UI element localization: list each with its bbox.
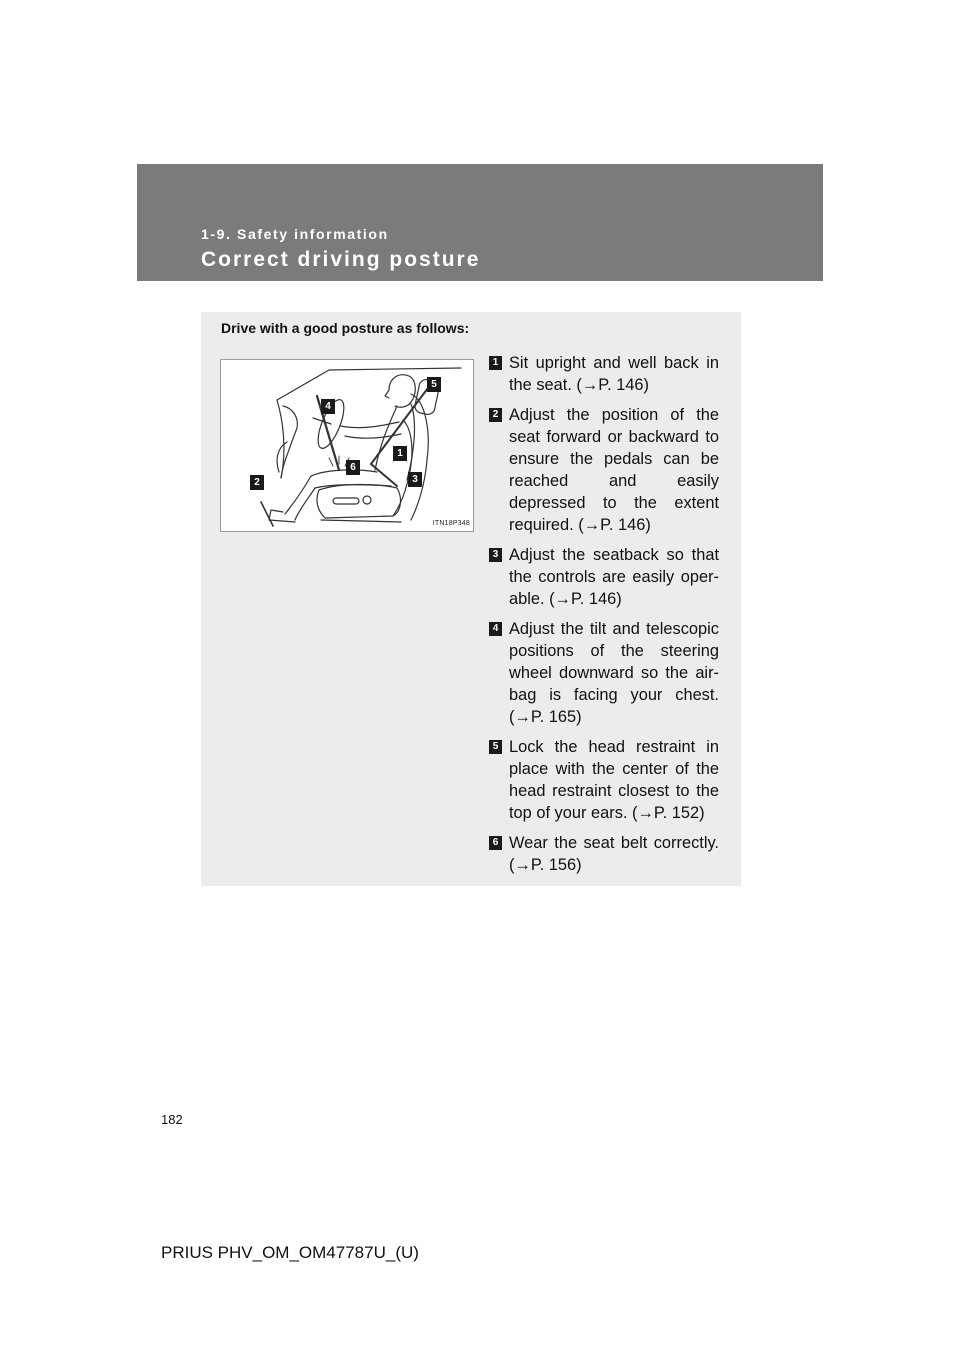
page-title: Correct driving posture (201, 248, 481, 271)
figure-badge-5: 5 (427, 377, 441, 392)
driving-posture-illustration (220, 359, 474, 532)
posture-steps-list (489, 352, 719, 884)
figure-badge-3: 3 (408, 472, 422, 487)
list-item (489, 618, 719, 728)
figure-badge-1: 1 (393, 446, 407, 461)
step-text: Wear the seat belt correctly. (→P. 156) (509, 834, 719, 874)
step-number-badge: 3 (489, 548, 502, 562)
figure-badge-2: 2 (250, 475, 264, 490)
header-band (137, 164, 823, 281)
list-item (489, 544, 719, 610)
step-text: Adjust the tilt and telescopic positions of the steering wheel downward so the air-bag is facing your chest. (→P. 165) (509, 620, 719, 726)
step-text: Lock the head restraint in place with the center of the head restraint closest to the top of your ears. (→P. 152) (509, 738, 719, 822)
step-text: Adjust the seatback so that the controls are easily oper-able. (→P. 146) (509, 546, 719, 608)
step-number-badge: 1 (489, 356, 502, 370)
step-number-badge: 6 (489, 836, 502, 850)
list-item (489, 404, 719, 536)
step-text: Sit upright and well back in the seat. (→P. 146) (509, 354, 719, 394)
list-item (489, 736, 719, 824)
manual-code: PRIUS PHV_OM_OM47787U_(U) (161, 1243, 419, 1262)
step-number-badge: 2 (489, 408, 502, 422)
figure-badge-4: 4 (321, 399, 335, 414)
step-number-badge: 4 (489, 622, 502, 636)
intro-text: Drive with a good posture as follows: (221, 320, 470, 336)
list-item (489, 832, 719, 876)
content-box (201, 312, 741, 886)
page-number: 182 (161, 1112, 183, 1127)
section-label: 1-9. Safety information (201, 226, 389, 242)
step-text: Adjust the position of the seat forward or backward to ensure the pedals can be reached and easily depressed to the extent required. (→P. 146) (509, 406, 719, 534)
figure-badge-6: 6 (346, 460, 360, 475)
figure-code: ITN18P348 (432, 520, 470, 527)
list-item (489, 352, 719, 396)
step-number-badge: 5 (489, 740, 502, 754)
